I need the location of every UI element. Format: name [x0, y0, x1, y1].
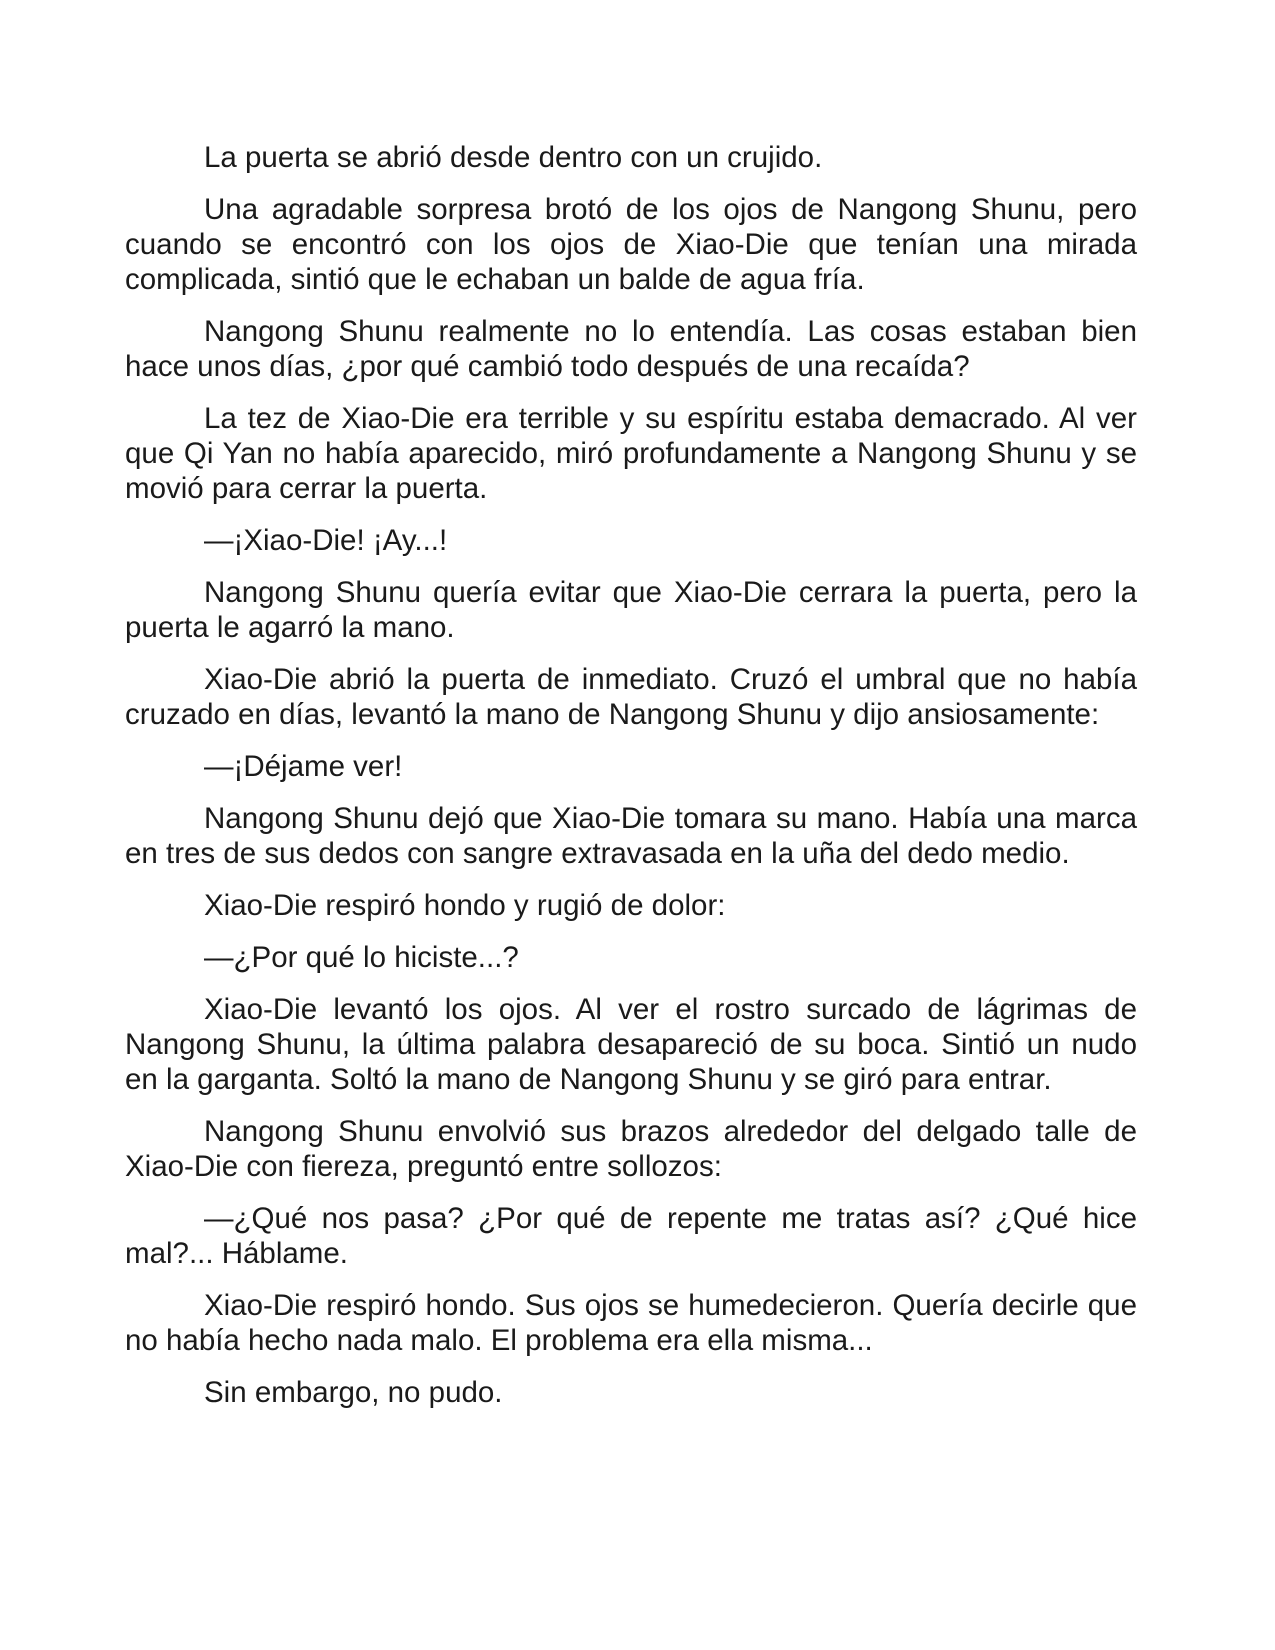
- paragraph-14: —¿Qué nos pasa? ¿Por qué de repente me tratas así? ¿Qué hice mal?... Háblame.: [125, 1202, 1137, 1270]
- paragraph-4: La tez de Xiao-Die era terrible y su espíritu estaba demacrado. Al ver que Qi Yan no había aparecido, miró profundamente a Nangong Shunu y se movió para cerrar la puerta.: [125, 402, 1137, 505]
- paragraph-13: Nangong Shunu envolvió sus brazos alrededor del delgado talle de Xiao-Die con fiereza, preguntó entre sollozos:: [125, 1115, 1137, 1183]
- paragraph-9: Nangong Shunu dejó que Xiao-Die tomara su mano. Había una marca en tres de sus dedos con sangre extravasada en la uña del dedo medio.: [125, 802, 1137, 870]
- paragraph-5: —¡Xiao-Die! ¡Ay...!: [204, 524, 448, 557]
- paragraph-8: —¡Déjame ver!: [204, 750, 403, 783]
- paragraph-16: Sin embargo, no pudo.: [204, 1376, 503, 1409]
- paragraph-11: —¿Por qué lo hiciste...?: [204, 941, 519, 974]
- paragraph-7: Xiao-Die abrió la puerta de inmediato. Cruzó el umbral que no había cruzado en días, levantó la mano de Nangong Shunu y dijo ansiosamente:: [125, 663, 1137, 731]
- paragraph-15: Xiao-Die respiró hondo. Sus ojos se humedecieron. Quería decirle que no había hecho nada malo. El problema era ella misma...: [125, 1289, 1137, 1357]
- paragraph-12: Xiao-Die levantó los ojos. Al ver el rostro surcado de lágrimas de Nangong Shunu, la última palabra desapareció de su boca. Sintió un nudo en la garganta. Soltó la mano de Nangong Shunu y se giró para entrar.: [125, 993, 1137, 1096]
- paragraph-10: Xiao-Die respiró hondo y rugió de dolor:: [204, 889, 726, 922]
- paragraph-3: Nangong Shunu realmente no lo entendía. Las cosas estaban bien hace unos días, ¿por qué cambió todo después de una recaída?: [125, 315, 1137, 383]
- paragraph-6: Nangong Shunu quería evitar que Xiao-Die cerrara la puerta, pero la puerta le agarró la mano.: [125, 576, 1137, 644]
- paragraph-1: La puerta se abrió desde dentro con un crujido.: [204, 141, 823, 174]
- paragraph-2: Una agradable sorpresa brotó de los ojos de Nangong Shunu, pero cuando se encontró con los ojos de Xiao-Die que tenían una mirada complicada, sintió que le echaban un balde de agua fría.: [125, 193, 1137, 296]
- document-page: [125, 140, 1137, 1427]
